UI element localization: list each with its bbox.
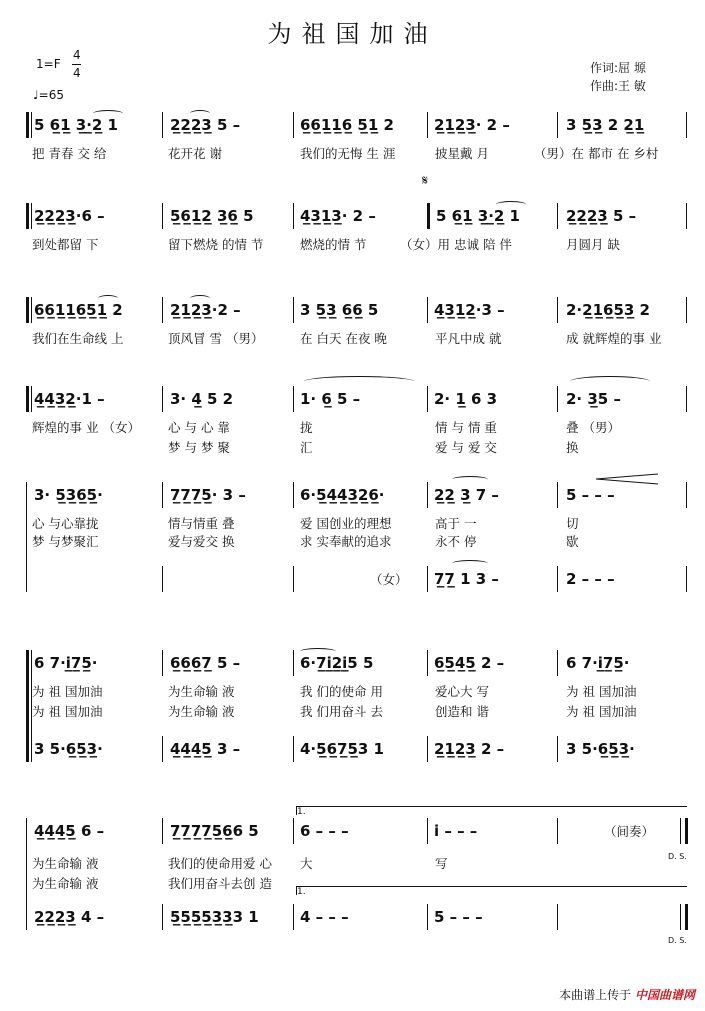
barline [162,386,163,412]
start-barline [26,297,29,323]
barline [557,736,558,762]
lyric-line: 为 祖 国加油 [566,684,637,699]
interlude-label: （间奏） [604,824,655,839]
measure-notes: 6·7̲i̲2̲i̲5 5 [300,654,374,672]
slur [452,476,488,483]
barline [162,904,163,930]
barline [557,297,558,323]
lyric-line: 平凡中成 就 [435,331,502,346]
start-barline [26,650,29,762]
lyric-line: 花开花 谢 [168,146,222,161]
barline [293,386,294,412]
measure-notes-lower: 5̲5̲5̲5̲3̲3̲3 1 [170,908,259,926]
barline [293,112,294,138]
measure-notes: 2̲2̲2̲3̲ 5 – [170,116,241,134]
lyric-line: 叠 （男） [566,420,620,435]
slur [300,648,336,655]
crescendo-mark [596,470,658,482]
repeat-start-barline [427,203,430,229]
end-repeat-barline [685,904,688,930]
barline [557,904,558,930]
lyric-line: 高于 一 [435,516,477,531]
barline [293,566,294,592]
lyric-line-verse2: 梦 与梦聚汇 [32,534,99,549]
lyric-line-verse2: 爱 与 爱 交 [435,440,497,455]
barline [162,297,163,323]
barline [427,566,428,592]
barline [293,818,294,844]
barline [557,386,558,412]
lyric-line: 切 [566,516,579,531]
measure-notes-lower: 3 5·6̲5̲3̲· [566,740,635,758]
measure-notes-lower: 4 – – – [300,908,349,926]
first-ending-bracket [296,806,687,815]
measure-notes: 6 7·i̲7̲5̲· [34,654,98,672]
lyric-line: 留下燃烧 的情 节 [168,237,264,252]
lyric-line: 辉煌的事 业 （女） [32,420,140,435]
measure-notes: 5̲6̲1̲2̲ 3̲6̲ 5 [170,207,254,225]
lyric-line-verse2: 为 祖 国加油 [566,704,637,719]
measure-notes-lower: 7̲7̲ 1 3 – [434,570,499,588]
measure-notes: 2̲2̲2̲3̲ 5 – [566,207,637,225]
measure-notes-lower: 2̲1̲2̲3̲ 2 – [434,740,505,758]
page-title: 为祖国加油 [267,20,438,48]
lyric-line: 把 青春 交 给 [32,146,107,161]
first-ending-bracket-lower [296,886,687,895]
barline [427,112,428,138]
lyric-line-verse2: 爱与爱交 换 [168,534,235,549]
lyric-line: 成 就辉煌的事 业 [566,331,662,346]
lyric-line: 大 [300,856,313,871]
measure-notes: 7̲7̲7̲5̲· 3 – [170,486,246,504]
system-bracket [26,482,27,592]
lyric-line: （女）用 忠诚 陪 伴 [400,237,512,252]
barline [162,650,163,676]
slur [98,295,118,302]
lyric-line: 月圆月 缺 [566,237,620,252]
lyric-line: 我们的使命用爱 心 [168,856,272,871]
lyric-line: 顶风冒 雪 （男） [168,331,264,346]
lyric-line-verse2: 汇 [300,440,313,455]
barline [680,904,681,930]
measure-notes: 6·5̲4̲4̲3̲2̲6̲· [300,486,385,504]
time-signature-line [72,64,81,65]
measure-notes: 6̲6̲6̲7̲ 5 – [170,654,241,672]
lyric-line: 到处都留 下 [32,237,99,252]
start-barline [26,203,29,229]
measure-notes: 3· 4̲ 5 2 [170,390,234,408]
barline [293,297,294,323]
measure-notes: 5 6̲1̲ 3̲·̲2̲ 1 [436,207,520,225]
measure-notes: 7̲7̲7̲7̲5̲6̲6 5 [170,822,259,840]
measure-notes-lower: 2 – – – [566,570,615,588]
measure-notes: 3 5̲3̲ 2 2̲1̲ [566,116,645,134]
lyric-line-verse2: 歇 [566,534,579,549]
lyric-line: 燃烧的情 节 [300,237,367,252]
measure-notes: 2̲1̲2̲3̲· 2 – [434,116,510,134]
dal-segno-mark: D. S. [668,852,687,861]
lyric-line-verse2: 梦 与 梦 聚 [168,440,230,455]
measure-notes: 2̲2̲2̲3̲·6 – [34,207,105,225]
lyric-line: 为 祖 国加油 [32,684,103,699]
barline [427,482,428,508]
barline [557,482,558,508]
composer-credit: 作曲:王 敏 [590,79,646,93]
slur [496,201,526,208]
dal-segno-mark: D. S. [668,936,687,945]
measure-notes: 2· 3̲5 – [566,390,621,408]
barline [557,112,558,138]
lyric-line: （男）在 都市 在 乡村 [534,146,659,161]
measure-notes: 6̲6̲1̲1̲6̲ 5̲1̲ 2 [300,116,394,134]
lyric-line: 情 与 情 重 [435,420,497,435]
barline [427,818,428,844]
lyric-line: 在 白天 在夜 晚 [300,331,387,346]
barline [686,386,687,412]
barline [686,112,687,138]
measure-notes: 6 – – – [300,822,349,840]
slur [190,295,210,302]
lyric-line: 写 [435,856,448,871]
barline [686,566,687,592]
lyric-line-verse2: 求 实奉献的追求 [300,534,392,549]
barline [293,203,294,229]
measure-notes-lower: 2̲2̲2̲3̲ 4 – [34,908,105,926]
lyric-line: 心 与 心 靠 [168,420,230,435]
lyric-line-verse2: 我 们用奋斗 去 [300,704,383,719]
voice-label: （女） [370,572,408,587]
lyric-line-verse2: 我们用奋斗去创 造 [168,876,272,891]
barline [162,736,163,762]
barline [427,904,428,930]
volta-label: 1. [297,887,306,897]
slur [190,110,210,117]
tempo-marking: ♩=65 [33,88,64,102]
slur [93,110,123,117]
measure-notes: 1· 6̲ 5 – [300,390,361,408]
lyricist-credit: 作词:屈 塬 [590,61,646,75]
volta-label: 1. [297,807,306,817]
measure-notes: 2· 1̲ 6 3 [434,390,498,408]
measure-notes-lower: 4̲4̲4̲5̲ 3 – [170,740,241,758]
measure-notes: 2̲2̲ 3̲ 7 – [434,486,499,504]
lyric-line-verse2: 为生命输 液 [32,876,99,891]
lyric-line: 爱心大 写 [435,684,489,699]
barline [557,566,558,592]
lyric-line: 为生命输 液 [32,856,99,871]
barline [686,203,687,229]
barline [427,297,428,323]
measure-notes: 5 – – – [566,486,615,504]
barline [686,482,687,508]
measure-notes: 6̲5̲4̲5̲ 2 – [434,654,505,672]
barline [162,112,163,138]
barline [427,736,428,762]
barline [162,482,163,508]
barline [557,818,558,844]
barline [293,482,294,508]
measure-notes: i – – – [434,822,478,840]
lyric-line-verse2: 永不 停 [435,534,477,549]
barline [293,736,294,762]
measure-notes: 4̲4̲3̲2̲·1 – [34,390,105,408]
site-logo[interactable]: 中国曲谱网 [634,988,695,1002]
lyric-line: 我 们的使命 用 [300,684,383,699]
measure-notes: 6̲6̲1̲1̲6̲5̲1̲ 2 [34,301,123,319]
lyric-line: 为生命输 液 [168,684,235,699]
measure-notes: 4̲3̲1̲3̲· 2 – [300,207,376,225]
measure-notes: 2·2̲1̲6̲5̲3̲ 2 [566,301,650,319]
system-bracket [26,818,27,930]
barline [162,818,163,844]
start-barline [26,386,29,412]
start-barline-thin [31,386,32,412]
barline [557,203,558,229]
barline [557,650,558,676]
barline [427,650,428,676]
measure-notes: 3 5̲3̲ 6̲6̲ 5 [300,301,379,319]
start-barline-thin [31,203,32,229]
lyric-line: 拢 [300,420,313,435]
barline [293,904,294,930]
measure-notes: 4̲3̲1̲2̲·3 – [434,301,505,319]
lyric-line: 披星戴 月 [435,146,489,161]
measure-notes-lower: 3 5·6̲5̲3̲· [34,740,103,758]
measure-notes: 4̲4̲4̲5̲ 6 – [34,822,105,840]
lyric-line: 心 与心靠拢 [32,516,99,531]
lyric-line: 情与情重 叠 [168,516,235,531]
lyric-line-verse2: 为 祖 国加油 [32,704,103,719]
measure-notes: 3· 5̲3̲6̲5̲· [34,486,103,504]
slur [570,376,650,387]
barline [293,650,294,676]
measure-notes: 2̲1̲2̲3̲·2 – [170,301,241,319]
lyric-line-verse2: 为生命输 液 [168,704,235,719]
barline [162,566,163,592]
end-repeat-barline [685,818,688,844]
measure-notes-lower: 4·5̲6̲7̲5̲3 1 [300,740,384,758]
start-barline [26,112,29,138]
measure-notes: 5 6̲1̲ 3̲·̲2̲ 1 [34,116,118,134]
lyric-line-verse2: 换 [566,440,579,455]
lyric-line-verse2: 创造和 谐 [435,704,489,719]
slur [304,376,414,387]
lyric-line: 我们的无悔 生 涯 [300,146,396,161]
slur [452,560,488,567]
start-barline-thin [31,112,32,138]
measure-notes: 6 7·i̲7̲5̲· [566,654,630,672]
start-barline-thin [31,297,32,323]
footer-credit [559,986,695,1003]
time-signature-bottom: 4 [73,66,81,80]
key-signature: 1=F [36,57,61,71]
time-signature-top: 4 [73,48,81,62]
segno-sign: 𝄋 [422,173,429,189]
barline [680,818,681,844]
footer-prefix: 本曲谱上传于 [559,988,632,1002]
barline [162,203,163,229]
measure-notes-lower: 5 – – – [434,908,483,926]
lyric-line: 爱 国创业的理想 [300,516,392,531]
lyric-line: 我们在生命线 上 [32,331,124,346]
barline [427,386,428,412]
barline [686,297,687,323]
